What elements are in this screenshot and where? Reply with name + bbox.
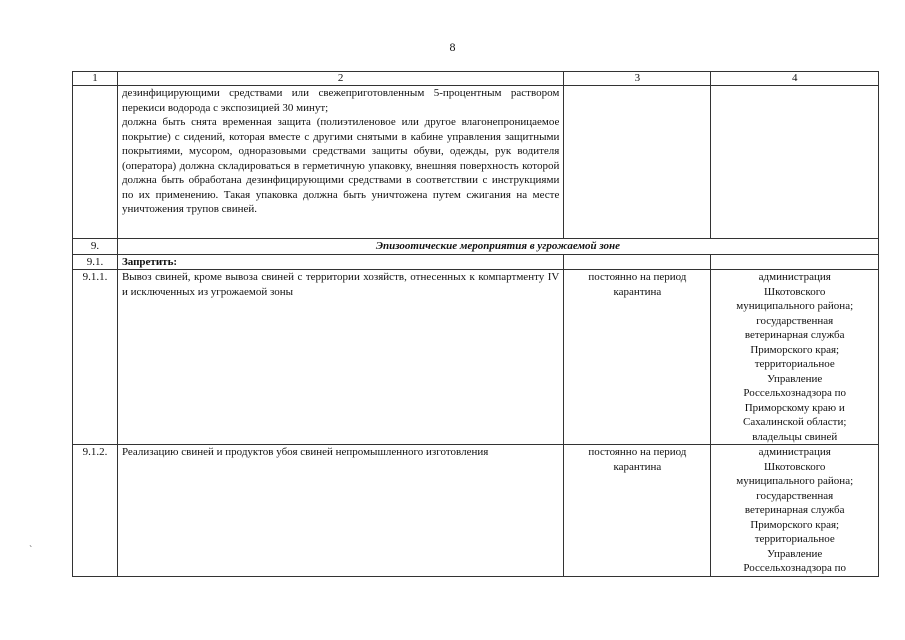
- row-term: постоянно на период карантина: [564, 445, 711, 577]
- column-number-1: 1: [73, 72, 118, 86]
- subsection-responsible-cell: [711, 254, 879, 270]
- column-number-2: 2: [117, 72, 563, 86]
- row-number: 9.1.2.: [73, 445, 118, 577]
- section-title: Эпизоотические мероприятия в угрожаемой зоне: [117, 239, 878, 255]
- subsection-title: Запретить:: [117, 254, 563, 270]
- row-number: 9.1.1.: [73, 270, 118, 445]
- row-measure-text: Реализацию свиней и продуктов убоя свиней непромышленного изготовления: [117, 445, 563, 577]
- table-row: [73, 445, 879, 577]
- page-number: 8: [449, 40, 456, 54]
- row-responsible: администрация Шкотовского муниципального района; государственная ветеринарная служба Приморского края; территориальное Управление Россельхознадзора по: [711, 445, 879, 577]
- row-term: постоянно на период карантина: [564, 270, 711, 445]
- section-row: [73, 239, 879, 255]
- column-number-4: 4: [711, 72, 879, 86]
- continuation-number-cell: [73, 86, 118, 239]
- continuation-text-cell: [117, 86, 563, 239]
- column-number-row: [73, 72, 879, 86]
- continuation-term-cell: [564, 86, 711, 239]
- continuation-paragraph-2: должна быть снята временная защита (полиэтиленовое или другое влагонепроницаемое покрытие) с сидений, которая вместе с другими снятыми в кабине управления защитными покрытиями, мусором, одноразовыми средствами защиты обуви, одежды, рук водителя (оператора) должна складироваться в герметичную упаковку, внешняя поверхность которой должна быть обработана дезинфицирующими средствами в соответствии с инструкциями по их применению. Такая упаковка должна быть уничтожена путем сжигания на месте уничтожения трупов свиней.: [121, 116, 560, 215]
- subsection-number: 9.1.: [73, 254, 118, 270]
- row-responsible: администрация Шкотовского муниципального района; государственная ветеринарная служба Приморского края; территориальное Управление Россельхознадзора по Приморскому краю и Сахалинской области; владельцы свиней: [711, 270, 879, 445]
- subsection-term-cell: [564, 254, 711, 270]
- column-number-3: 3: [564, 72, 711, 86]
- continuation-responsible-cell: [711, 86, 879, 239]
- continuation-row: [73, 86, 879, 239]
- subsection-row: [73, 254, 879, 270]
- table-row: [73, 270, 879, 445]
- measures-table: [72, 71, 879, 577]
- continuation-paragraph-1: дезинфицирующими средствами или свежеприготовленным 5-процентным раствором перекиси водорода с экспозицией 30 минут;: [121, 87, 560, 114]
- row-measure-text: Вывоз свиней, кроме вывоза свиней с территории хозяйств, отнесенных к компартменту IV и исключенных из угрожаемой зоны: [117, 270, 563, 445]
- stray-mark: `: [29, 545, 33, 556]
- section-number: 9.: [73, 239, 118, 255]
